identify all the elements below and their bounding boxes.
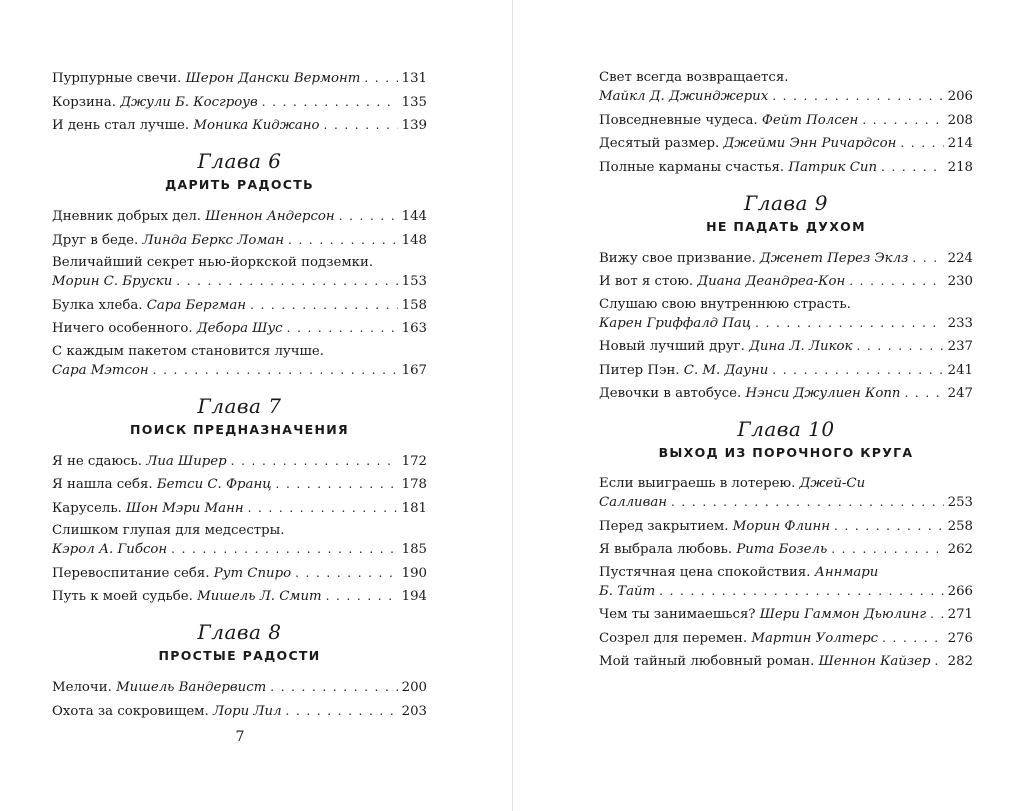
toc-entry bbox=[52, 702, 427, 721]
entry-page-number: 153 bbox=[401, 274, 427, 289]
dot-leader bbox=[339, 207, 398, 225]
entry-title: Мелочи. bbox=[52, 680, 112, 695]
toc-entry bbox=[599, 158, 973, 177]
entry-title: Перевоспитание себя. bbox=[52, 565, 210, 581]
entry-row bbox=[52, 361, 427, 380]
toc-entry bbox=[599, 475, 973, 512]
dot-leader bbox=[171, 540, 397, 558]
entry-page-number: 241 bbox=[947, 362, 973, 378]
dot-leader bbox=[153, 361, 398, 379]
dot-leader bbox=[262, 93, 398, 111]
entry-line bbox=[599, 69, 973, 87]
dot-leader bbox=[276, 475, 398, 493]
entry-page-number: 203 bbox=[401, 703, 427, 719]
chapter-number: Глава 10 bbox=[737, 417, 835, 441]
entry-author: Моника Киджано bbox=[193, 118, 320, 133]
entry-author: С. М. Дауни bbox=[683, 362, 769, 378]
entry-text bbox=[599, 494, 667, 512]
entry-text bbox=[52, 362, 149, 380]
dot-leader bbox=[772, 361, 943, 379]
toc-entry bbox=[599, 69, 973, 106]
entry-row bbox=[599, 361, 973, 380]
dot-leader bbox=[176, 272, 397, 290]
entry-row bbox=[599, 629, 973, 648]
entry-text bbox=[52, 94, 258, 112]
dot-leader bbox=[881, 158, 944, 176]
entry-page-number: 144 bbox=[401, 209, 427, 224]
entry-title: Путь к моей судьбе. bbox=[52, 589, 193, 604]
entry-row bbox=[52, 540, 427, 559]
entry-author: Дина Л. Ликок bbox=[749, 339, 853, 354]
toc-entry bbox=[52, 254, 427, 291]
entry-page-number: 282 bbox=[947, 654, 973, 669]
entry-text bbox=[52, 500, 244, 518]
entry-row bbox=[599, 314, 973, 333]
entry-title: И день стал лучше. bbox=[52, 118, 190, 133]
entry-page-number: 262 bbox=[947, 542, 973, 557]
entry-author: Шеннон Андерсон bbox=[205, 209, 335, 224]
entry-row bbox=[52, 69, 427, 88]
entry-title: Слишком глупая для медсестры. bbox=[52, 523, 285, 538]
entry-author: Мишель Вандервист bbox=[116, 680, 267, 695]
entry-row bbox=[599, 87, 973, 106]
entry-page-number: 218 bbox=[947, 159, 973, 175]
entry-text bbox=[599, 606, 926, 624]
entry-text bbox=[52, 453, 227, 471]
entry-line bbox=[52, 522, 427, 540]
entry-author: Мишель Л. Смит bbox=[197, 589, 322, 604]
dot-leader bbox=[324, 116, 398, 134]
entry-title: Корзина. bbox=[52, 94, 116, 110]
entry-author: Майкл Д. Джинджерих bbox=[599, 89, 769, 104]
chapter-title: ПОИСК ПРЕДНАЗНАЧЕНИЯ bbox=[130, 421, 349, 437]
toc-entry bbox=[52, 116, 427, 135]
entry-text bbox=[599, 88, 768, 106]
entry-line bbox=[599, 475, 973, 493]
toc-entry bbox=[52, 319, 427, 338]
entry-page-number: 208 bbox=[947, 112, 973, 128]
entry-row bbox=[599, 582, 973, 601]
entry-text bbox=[52, 297, 246, 315]
entry-author: Сара Мэтсон bbox=[52, 362, 149, 378]
dot-leader bbox=[671, 493, 944, 511]
entry-title: Десятый размер. bbox=[599, 136, 720, 151]
entry-row bbox=[52, 93, 427, 112]
dot-leader bbox=[231, 452, 398, 470]
entry-page-number: 194 bbox=[401, 589, 427, 604]
entry-page-number: 258 bbox=[947, 518, 973, 534]
chapter-number: Глава 6 bbox=[197, 149, 282, 173]
entry-text bbox=[599, 518, 830, 536]
entry-text bbox=[599, 315, 751, 333]
chapter-title: НЕ ПАДАТЬ ДУХОМ bbox=[706, 218, 866, 234]
entry-page-number: 214 bbox=[947, 136, 973, 151]
entry-title: Питер Пэн. bbox=[599, 362, 680, 378]
entry-title: Друг в беде. bbox=[52, 232, 139, 248]
entry-text bbox=[599, 159, 877, 177]
entry-author: Сара Бергман bbox=[146, 297, 247, 313]
entry-author: Дженет Перез Эклз bbox=[759, 250, 909, 266]
entry-text bbox=[599, 583, 655, 601]
entry-title: Свет всегда возвращается. bbox=[599, 70, 789, 85]
dot-leader bbox=[270, 678, 397, 696]
chapter-title: ВЫХОД ИЗ ПОРОЧНОГО КРУГА bbox=[658, 445, 914, 460]
dot-leader bbox=[862, 111, 943, 129]
entry-title: Повседневные чудеса. bbox=[599, 112, 758, 128]
entry-text bbox=[52, 703, 282, 721]
toc-entry bbox=[599, 249, 973, 268]
toc-entry bbox=[52, 522, 427, 559]
entry-row bbox=[52, 116, 427, 135]
entry-title: Я выбрала любовь. bbox=[599, 542, 733, 557]
chapter-heading bbox=[599, 191, 973, 236]
toc-entry bbox=[599, 629, 973, 648]
entry-page-number: 276 bbox=[947, 630, 973, 646]
entry-line bbox=[599, 296, 973, 314]
dot-leader bbox=[250, 296, 398, 314]
entry-text bbox=[599, 112, 858, 130]
entry-author: Диана Деандреа-Кон bbox=[697, 274, 846, 289]
dot-leader bbox=[935, 652, 944, 670]
entry-text bbox=[599, 653, 931, 671]
entry-title: Охота за сокровищем. bbox=[52, 703, 209, 719]
entry-row bbox=[52, 296, 427, 315]
entry-row bbox=[599, 249, 973, 268]
entry-page-number: 271 bbox=[947, 607, 973, 622]
toc-entry bbox=[599, 361, 973, 380]
entry-author: Лиа Ширер bbox=[146, 453, 227, 469]
entry-author: Патрик Сип bbox=[788, 159, 878, 175]
toc-entry bbox=[599, 652, 973, 671]
toc-entry bbox=[599, 296, 973, 333]
entry-row bbox=[599, 517, 973, 536]
entry-author: Шон Мэри Манн bbox=[126, 500, 244, 516]
entry-page-number: 253 bbox=[947, 495, 973, 510]
entry-page-number: 224 bbox=[947, 250, 973, 266]
entry-text bbox=[599, 362, 768, 380]
entry-title: Величайший секрет нью-йоркской подземки. bbox=[52, 255, 374, 270]
toc-entry bbox=[599, 540, 973, 559]
entry-row bbox=[599, 652, 973, 671]
chapter-heading bbox=[599, 417, 973, 462]
toc-entry bbox=[599, 517, 973, 536]
entry-page-number: 237 bbox=[947, 339, 973, 354]
entry-line bbox=[52, 254, 427, 272]
entry-page-number: 135 bbox=[401, 94, 427, 110]
entry-page-number: 266 bbox=[947, 583, 973, 599]
entry-title: Пурпурные свечи. bbox=[52, 71, 182, 86]
toc-entry bbox=[52, 587, 427, 606]
entry-author: Б. Тайт bbox=[599, 583, 656, 599]
entry-author: Шеннон Кайзер bbox=[818, 654, 931, 669]
dot-leader bbox=[659, 582, 943, 600]
toc-entry bbox=[52, 93, 427, 112]
entry-title: Я нашла себя. bbox=[52, 477, 153, 492]
entry-page-number: 230 bbox=[947, 274, 973, 289]
dot-leader bbox=[364, 69, 397, 87]
dot-leader bbox=[831, 540, 943, 558]
entry-author: Дебора Шус bbox=[196, 321, 283, 336]
entry-text bbox=[52, 320, 283, 338]
entry-title: Пустячная цена спокойствия. bbox=[599, 564, 811, 580]
toc-entry bbox=[52, 678, 427, 697]
toc-entry bbox=[599, 384, 973, 403]
toc-entry bbox=[599, 134, 973, 153]
entry-title: Перед закрытием. bbox=[599, 518, 729, 534]
entry-page-number: 163 bbox=[401, 321, 427, 336]
entry-author: Фейт Полсен bbox=[761, 112, 859, 128]
entry-row bbox=[52, 231, 427, 250]
entry-text bbox=[52, 588, 322, 606]
entry-author: Лори Лил bbox=[213, 703, 282, 719]
entry-author: Кэрол А. Гибсон bbox=[52, 542, 168, 557]
chapter-title: ДАРИТЬ РАДОСТЬ bbox=[165, 177, 314, 192]
entry-text bbox=[52, 565, 291, 583]
dot-leader bbox=[849, 272, 943, 290]
entry-row bbox=[599, 605, 973, 624]
entry-row bbox=[52, 272, 427, 291]
toc-entry bbox=[52, 564, 427, 583]
dot-leader bbox=[882, 629, 943, 647]
chapter-number: Глава 8 bbox=[197, 620, 282, 644]
entry-title: Мой тайный любовный роман. bbox=[599, 654, 815, 669]
entry-text bbox=[599, 135, 896, 153]
entry-page-number: 148 bbox=[401, 232, 427, 248]
entry-row bbox=[52, 499, 427, 518]
entry-text bbox=[52, 476, 272, 494]
entry-text bbox=[599, 338, 852, 356]
entry-row bbox=[599, 134, 973, 153]
entry-page-number: 172 bbox=[401, 453, 427, 469]
entry-text bbox=[599, 630, 878, 648]
entry-page-number: 190 bbox=[401, 565, 427, 581]
entry-author: Рита Бозель bbox=[736, 542, 828, 557]
entry-page-number: 131 bbox=[401, 71, 427, 86]
entry-line bbox=[52, 343, 427, 361]
entry-row bbox=[52, 207, 427, 226]
dot-leader bbox=[856, 337, 943, 355]
entry-text bbox=[52, 679, 266, 697]
entry-author: Шери Гаммон Дьюлинг bbox=[759, 607, 927, 622]
dot-leader bbox=[912, 249, 943, 267]
chapter-number: Глава 9 bbox=[743, 190, 829, 215]
entry-title: Чем ты занимаешься? bbox=[599, 607, 756, 622]
chapter-heading bbox=[52, 394, 427, 439]
entry-text bbox=[52, 273, 172, 291]
entry-row bbox=[52, 319, 427, 338]
entry-row bbox=[599, 272, 973, 291]
toc-entry bbox=[599, 272, 973, 291]
entry-row bbox=[52, 475, 427, 494]
toc-entry bbox=[52, 452, 427, 471]
toc-entry bbox=[52, 231, 427, 250]
entry-page-number: 200 bbox=[401, 680, 427, 695]
right-page bbox=[513, 0, 1026, 811]
entry-title: Девочки в автобусе. bbox=[599, 386, 742, 401]
entry-page-number: 247 bbox=[947, 386, 973, 401]
entry-row bbox=[52, 587, 427, 606]
entry-page-number: 185 bbox=[401, 542, 427, 557]
toc-entry bbox=[52, 499, 427, 518]
entry-author: Бетси С. Франц bbox=[156, 477, 272, 492]
entry-author: Линда Беркс Ломан bbox=[142, 232, 285, 248]
dot-leader bbox=[295, 564, 397, 582]
dot-leader bbox=[287, 319, 398, 337]
entry-row bbox=[52, 452, 427, 471]
dot-leader bbox=[900, 134, 943, 152]
entry-author: Аннмари bbox=[814, 564, 879, 580]
dot-leader bbox=[248, 499, 398, 517]
entry-row bbox=[599, 337, 973, 356]
entry-author: Мартин Уолтерс bbox=[751, 630, 879, 646]
entry-title: С каждым пакетом становится лучше. bbox=[52, 343, 324, 359]
entry-text bbox=[52, 208, 335, 226]
entry-text bbox=[599, 273, 845, 291]
dot-leader bbox=[930, 605, 943, 623]
toc-entry bbox=[599, 337, 973, 356]
toc-entry bbox=[599, 564, 973, 601]
toc-entry bbox=[52, 343, 427, 380]
toc-entry bbox=[599, 111, 973, 130]
entry-title: Созрел для перемен. bbox=[599, 630, 748, 646]
entry-text bbox=[52, 70, 360, 88]
entry-author: Морин Флинн bbox=[732, 518, 831, 534]
entry-text bbox=[599, 541, 827, 559]
entry-page-number: 139 bbox=[401, 118, 427, 133]
entry-title: Полные карманы счастья. bbox=[599, 159, 785, 175]
entry-page-number: 233 bbox=[947, 315, 973, 331]
entry-row bbox=[599, 158, 973, 177]
toc-entry bbox=[599, 605, 973, 624]
entry-page-number: 206 bbox=[947, 89, 973, 104]
entry-text bbox=[599, 385, 900, 403]
entry-page-number: 158 bbox=[401, 297, 427, 313]
entry-page-number: 167 bbox=[401, 362, 427, 378]
dot-leader bbox=[904, 384, 943, 402]
toc-entry bbox=[52, 475, 427, 494]
entry-title: Я не сдаюсь. bbox=[52, 453, 142, 469]
entry-author: Шерон Дански Вермонт bbox=[185, 71, 361, 86]
chapter-heading bbox=[52, 149, 427, 194]
entry-title: Новый лучший друг. bbox=[599, 339, 745, 354]
entry-title: Если выиграешь в лотерею. bbox=[599, 476, 796, 491]
right-toc-column bbox=[599, 69, 973, 676]
entry-title: И вот я стою. bbox=[599, 274, 694, 289]
entry-text bbox=[52, 232, 284, 250]
entry-page-number: 178 bbox=[401, 477, 427, 492]
entry-title: Слушаю свою внутреннюю страсть. bbox=[599, 296, 851, 312]
entry-page-number: 181 bbox=[401, 500, 427, 516]
entry-author: Джей-Си bbox=[799, 476, 866, 491]
left-toc-column bbox=[52, 69, 427, 725]
entry-text bbox=[599, 250, 908, 268]
entry-row bbox=[599, 111, 973, 130]
dot-leader bbox=[286, 702, 398, 720]
dot-leader bbox=[772, 87, 943, 105]
entry-line bbox=[599, 564, 973, 582]
entry-row bbox=[599, 493, 973, 512]
entry-author: Джули Б. Косгроув bbox=[120, 94, 258, 110]
dot-leader bbox=[288, 231, 398, 249]
entry-title: Дневник добрых дел. bbox=[52, 209, 202, 224]
dot-leader bbox=[834, 517, 944, 535]
entry-title: Карусель. bbox=[52, 500, 122, 516]
dot-leader bbox=[326, 587, 398, 605]
entry-row bbox=[599, 384, 973, 403]
chapter-title: ПРОСТЫЕ РАДОСТИ bbox=[158, 648, 321, 663]
entry-author: Салливан bbox=[599, 495, 668, 510]
entry-row bbox=[52, 678, 427, 697]
entry-row bbox=[52, 702, 427, 721]
entry-title: Вижу свое призвание. bbox=[599, 250, 756, 266]
entry-author: Карен Гриффалд Пац bbox=[599, 315, 752, 331]
entry-author: Морин С. Бруски bbox=[52, 274, 173, 289]
chapter-number: Глава 7 bbox=[197, 393, 282, 418]
entry-author: Нэнси Джулиен Копп bbox=[745, 386, 901, 401]
toc-entry bbox=[52, 69, 427, 88]
entry-row bbox=[599, 540, 973, 559]
chapter-heading bbox=[52, 620, 427, 665]
entry-text bbox=[52, 117, 320, 135]
entry-title: Ничего особенного. bbox=[52, 321, 193, 336]
page-number: 7 bbox=[235, 729, 245, 745]
entry-author: Рут Спиро bbox=[213, 565, 292, 581]
entry-text bbox=[52, 541, 167, 559]
entry-title: Булка хлеба. bbox=[52, 297, 143, 313]
toc-entry bbox=[52, 207, 427, 226]
dot-leader bbox=[755, 314, 943, 332]
entry-row bbox=[52, 564, 427, 583]
entry-author: Джейми Энн Ричардсон bbox=[723, 136, 897, 151]
toc-entry bbox=[52, 296, 427, 315]
